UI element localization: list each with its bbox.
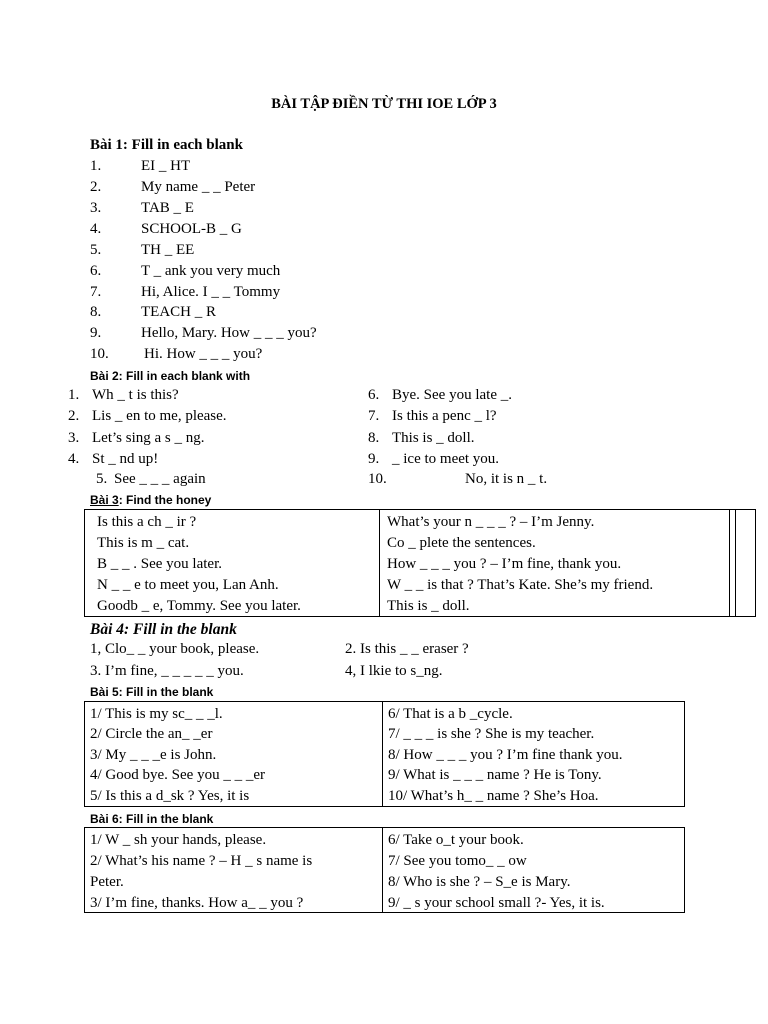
bai6-cell: 1/ W _ sh your hands, please. <box>90 832 267 848</box>
bai5-cell: 2/ Circle the an_ _er <box>90 726 213 742</box>
bai2-num: 5. <box>96 471 108 487</box>
bai5-cell: 8/ How _ _ _ you ? I’m fine thank you. <box>388 747 623 763</box>
bai3-heading-suffix: : Find the honey <box>118 493 212 507</box>
bai1-text: Hello, Mary. How _ _ _ you? <box>141 325 317 341</box>
bai6-cell: 7/ See you tomo_ _ ow <box>388 853 527 869</box>
bai3-table-divider <box>729 509 730 617</box>
bai2-text: Is this a penc _ l? <box>392 408 497 424</box>
bai3-cell: What’s your n _ _ _ ? – I’m Jenny. <box>387 514 595 530</box>
bai2-num: 4. <box>68 451 80 467</box>
bai1-num: 2. <box>90 179 102 195</box>
bai4-item: 4, I lkie to s_ng. <box>345 663 443 679</box>
bai6-cell: 8/ Who is she ? – S_e is Mary. <box>388 874 571 890</box>
bai2-text: No, it is n _ t. <box>465 471 548 487</box>
bai2-text: See _ _ _ again <box>114 471 206 487</box>
bai2-text: _ ice to meet you. <box>392 451 500 467</box>
bai3-cell: Is this a ch _ ir ? <box>97 514 197 530</box>
bai1-text: TH _ EE <box>141 242 195 258</box>
bai6-table-divider <box>382 827 383 913</box>
bai1-text: T _ ank you very much <box>141 263 281 279</box>
bai3-cell: N _ _ e to meet you, Lan Anh. <box>97 577 279 593</box>
bai6-cell: 9/ _ s your school small ?- Yes, it is. <box>388 895 605 911</box>
bai2-text: St _ nd up! <box>92 451 159 467</box>
bai1-num: 5. <box>90 242 102 258</box>
bai6-cell: 3/ I’m fine, thanks. How a_ _ you ? <box>90 895 304 911</box>
bai1-text: My name _ _ Peter <box>141 179 256 195</box>
bai1-text: TAB _ E <box>141 200 194 216</box>
bai2-text: Lis _ en to me, please. <box>92 408 227 424</box>
bai1-num: 10. <box>90 346 109 362</box>
bai3-cell: This is _ doll. <box>387 598 470 614</box>
bai1-num: 9. <box>90 325 102 341</box>
bai1-text: EI _ HT <box>141 158 191 174</box>
bai2-text: Bye. See you late _. <box>392 387 512 403</box>
bai1-text: Hi, Alice. I _ _ Tommy <box>141 284 281 300</box>
bai5-cell: 4/ Good bye. See you _ _ _er <box>90 767 265 783</box>
bai1-num: 8. <box>90 304 102 320</box>
bai1-num: 1. <box>90 158 102 174</box>
bai5-table-divider <box>382 701 383 807</box>
bai4-item: 2. Is this _ _ eraser ? <box>345 641 469 657</box>
bai5-cell: 7/ _ _ _ is she ? She is my teacher. <box>388 726 595 742</box>
bai1-num: 7. <box>90 284 102 300</box>
bai2-num: 2. <box>68 408 80 424</box>
bai2-num: 8. <box>368 430 380 446</box>
bai2-num: 6. <box>368 387 380 403</box>
bai2-num: 9. <box>368 451 380 467</box>
bai1-text: TEACH _ R <box>141 304 216 320</box>
bai3-cell: Goodb _ e, Tommy. See you later. <box>97 598 301 614</box>
bai2-text: This is _ doll. <box>392 430 475 446</box>
bai1-num: 6. <box>90 263 102 279</box>
bai5-cell: 5/ Is this a d_sk ? Yes, it is <box>90 788 250 804</box>
bai5-cell: 1/ This is my sc_ _ _l. <box>90 706 223 722</box>
bai2-num: 1. <box>68 387 80 403</box>
bai1-num: 4. <box>90 221 102 237</box>
bai3-cell: B _ _ . See you later. <box>97 556 222 572</box>
bai2-num: 7. <box>368 408 380 424</box>
bai4-item: 3. I’m fine, _ _ _ _ _ you. <box>90 663 244 679</box>
bai6-heading: Bài 6: Fill in the blank <box>90 812 214 826</box>
bai5-cell: 9/ What is _ _ _ name ? He is Tony. <box>388 767 602 783</box>
bai3-table-divider <box>379 509 380 617</box>
bai1-text: Hi. How _ _ _ you? <box>144 346 263 362</box>
bai5-heading: Bài 5: Fill in the blank <box>90 685 214 699</box>
bai6-cell: 2/ What’s his name ? – H _ s name is <box>90 853 313 869</box>
bai6-cell: 6/ Take o_t your book. <box>388 832 524 848</box>
bai1-heading: Bài 1: Fill in each blank <box>90 137 243 153</box>
bai6-cell: Peter. <box>90 874 124 890</box>
bai4-heading: Bài 4: Fill in the blank <box>90 621 237 638</box>
bai3-heading <box>90 492 211 508</box>
bai3-heading-prefix: Bài 3 <box>90 493 119 507</box>
bai1-text: SCHOOL-B _ G <box>141 221 242 237</box>
bai2-num: 3. <box>68 430 80 446</box>
bai3-cell: How _ _ _ you ? – I’m fine, thank you. <box>387 556 622 572</box>
bai3-cell: Co _ plete the sentences. <box>387 535 536 551</box>
bai2-heading: Bài 2: Fill in each blank with <box>90 369 251 383</box>
bai5-cell: 10/ What’s h_ _ name ? She’s Hoa. <box>388 788 599 804</box>
bai3-cell: W _ _ is that ? That’s Kate. She’s my friend. <box>387 577 654 593</box>
bai3-table-divider <box>735 509 736 617</box>
bai2-text: Wh _ t is this? <box>92 387 179 403</box>
page-title: BÀI TẬP ĐIỀN TỪ THI IOE LỚP 3 <box>271 96 497 112</box>
bai2-num: 10. <box>368 471 387 487</box>
bai4-item: 1, Clo_ _ your book, please. <box>90 641 260 657</box>
bai1-num: 3. <box>90 200 102 216</box>
bai3-cell: This is m _ cat. <box>97 535 190 551</box>
bai2-text: Let’s sing a s _ ng. <box>92 430 205 446</box>
bai5-cell: 3/ My _ _ _e is John. <box>90 747 217 763</box>
bai5-cell: 6/ That is a b _cycle. <box>388 706 513 722</box>
